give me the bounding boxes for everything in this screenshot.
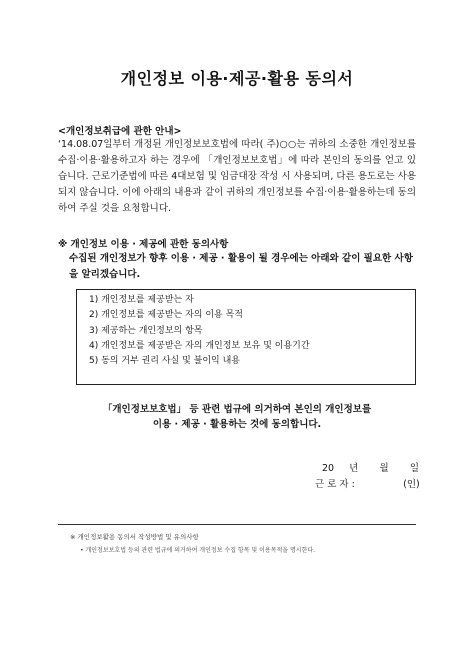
agreement-statement-line-1: 「개인정보보호법」 등 관련 법규에 의거하여 본인의 개인정보를 bbox=[102, 404, 372, 415]
section-note: 수집된 개인정보가 향후 이용 · 제공 · 활용이 될 경우에는 아래와 같이 필요한 사항을 알리겠습니다. bbox=[69, 253, 413, 280]
section-heading: ※ 개인정보 이용 · 제공에 관한 동의사항 bbox=[58, 239, 229, 250]
notice-item: 1) 개인정보를 제공받는 자 bbox=[89, 295, 194, 305]
intro-body: ‘14.08.07일부터 개정된 개인정보보호법에 따라( 주)○○는 귀하의 소중한 개인정보를 수집·이용·활용하고자 하는 경우에 「개인정보보호법」에 따라 본인의 동의를 얻고 있습니다. 근로기준법에 따른 4대보험 및 임금대장 작성 시 사용되며, 다른 용도로는 사용되지 않습니다. 이에 아래의 내용과 같이 귀하의 개인정보를 수집·이용·활용하는데 동의하여 주실 것을 요청합니다. bbox=[58, 139, 416, 214]
footnote-title: ※ 개인정보활용 동의서 작성방법 및 유의사항 bbox=[70, 533, 199, 541]
intro-heading: <개인정보취급에 관한 안내> bbox=[58, 126, 182, 137]
document-title: 개인정보 이용·제공·활용 동의서 bbox=[120, 69, 354, 88]
footnote-divider bbox=[58, 524, 416, 525]
notice-items-box bbox=[76, 289, 416, 385]
notice-item: 5) 동의 거부 권리 사실 및 불이익 내용 bbox=[89, 356, 240, 367]
notice-item: 2) 개인정보를 제공받는 자의 이용 목적 bbox=[89, 310, 243, 321]
agreement-statement-line-2: 이용 · 제공 · 활용하는 것에 동의합니다. bbox=[152, 419, 322, 430]
date-line: 20 년 월 일 bbox=[322, 463, 419, 474]
footnote-body: • 개인정보보호법 등의 관련 법규에 의거하여 개인정보 수집 항목 및 이용목적을 명시한다. bbox=[80, 547, 316, 554]
notice-item: 4) 개인정보를 제공받은 자의 개인정보 보유 및 이용기간 bbox=[89, 340, 310, 351]
notice-item: 3) 제공하는 개인정보의 항목 bbox=[89, 325, 203, 336]
signer-line: 근 로 자 : (인) bbox=[315, 479, 420, 490]
